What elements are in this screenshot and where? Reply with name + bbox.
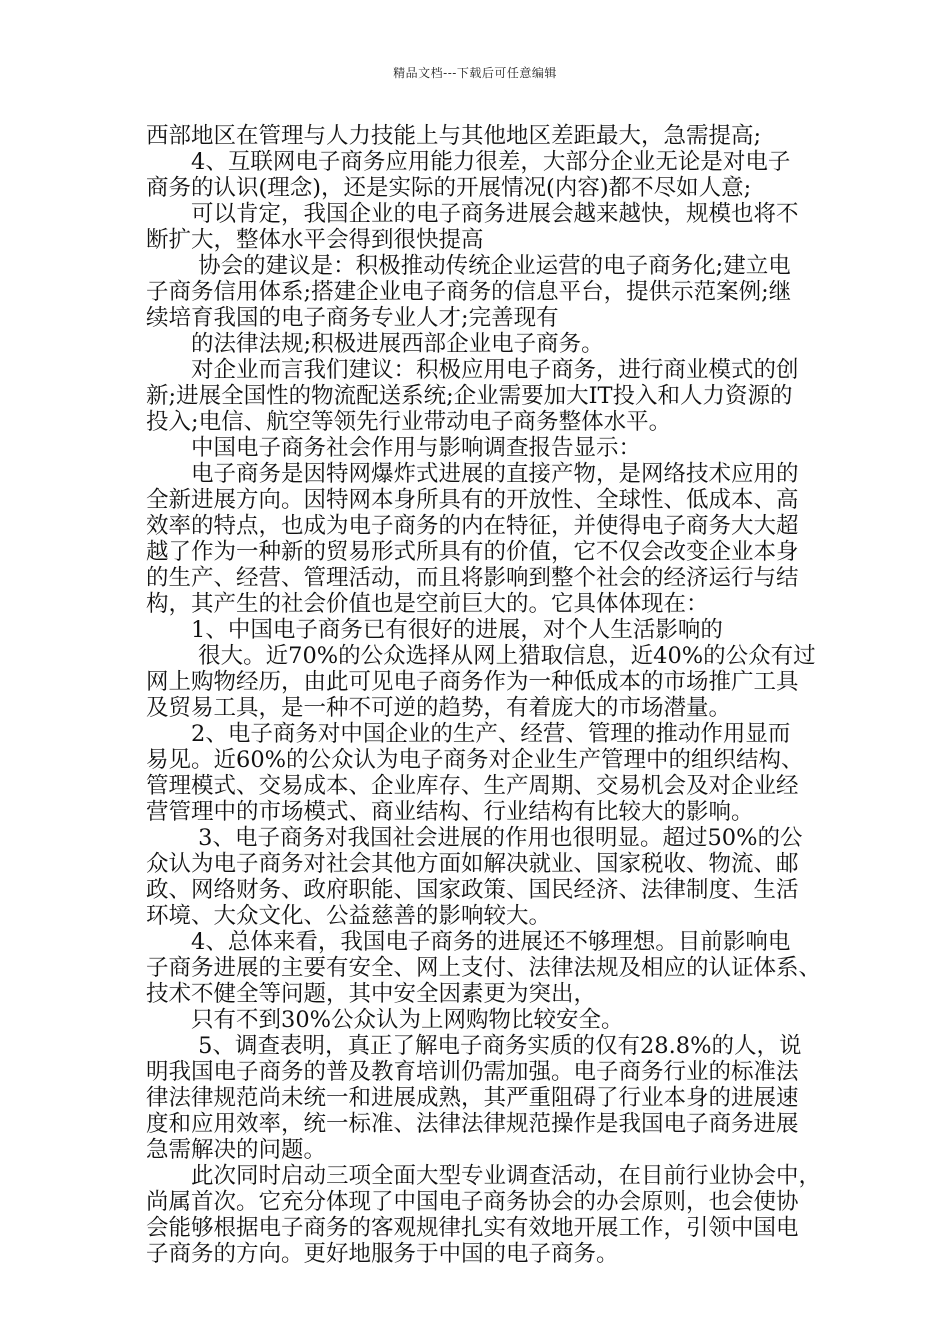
- body-text-line: 新;进展全国性的物流配送系统;企业需要加大IT投入和人力资源的: [146, 383, 793, 409]
- body-text-line: 只有不到30%公众认为上网购物比较安全。: [146, 1007, 624, 1033]
- body-text-line: 中国电子商务社会作用与影响调查报告显示：: [146, 435, 642, 461]
- document-body: [146, 123, 824, 1267]
- body-text-line: 子商务进展的主要有安全、网上支付、法律法规及相应的认证体系、: [146, 955, 822, 981]
- body-text-line: 明我国电子商务的普及教育培训仍需加强。电子商务行业的标准法: [146, 1059, 799, 1085]
- body-text-line: 全新进展方向。因特网本身所具有的开放性、全球性、低成本、高: [146, 487, 799, 513]
- body-text-line: 很大。近70%的公众选择从网上猎取信息，近40%的公众有过: [146, 643, 816, 669]
- body-text-line: 5、调查表明，真正了解电子商务实质的仅有28.8%的人，说: [146, 1033, 802, 1059]
- body-text-line: 律法律规范尚未统一和进展成熟，其严重阻碍了行业本身的进展速: [146, 1085, 799, 1111]
- body-text-line: 投入;电信、航空等领先行业带动电子商务整体水平。: [146, 409, 672, 435]
- body-text-line: 1、中国电子商务已有很好的进展，对个人生活影响的: [146, 617, 723, 643]
- body-text-line: 4、总体来看，我国电子商务的进展还不够理想。目前影响电: [146, 929, 791, 955]
- body-text-line: 断扩大，整体水平会得到很快提高: [146, 227, 484, 253]
- body-text-line: 电子商务是因特网爆炸式进展的直接产物，是网络技术应用的: [146, 461, 799, 487]
- body-text-line: 政、网络财务、政府职能、国家政策、国民经济、法律制度、生活: [146, 877, 799, 903]
- body-text-line: 度和应用效率，统一标准、法律法律规范操作是我国电子商务进展: [146, 1111, 799, 1137]
- body-text-line: 子商务的方向。更好地服务于中国的电子商务。: [146, 1241, 619, 1267]
- body-text-line: 4、互联网电子商务应用能力很差，大部分企业无论是对电子: [146, 149, 791, 175]
- body-text-line: 越了作为一种新的贸易形式所具有的价值，它不仅会改变企业本身: [146, 539, 799, 565]
- body-text-line: 西部地区在管理与人力技能上与其他地区差距最大，急需提高;: [146, 123, 762, 149]
- page-header: 精品文档---下载后可任意编辑: [393, 66, 557, 80]
- body-text-line: 网上购物经历，由此可见电子商务作为一种低成本的市场推广工具: [146, 669, 799, 695]
- body-text-line: 环境、大众文化、公益慈善的影响较大。: [146, 903, 552, 929]
- body-text-line: 协会的建议是：积极推动传统企业运营的电子商务化;建立电: [146, 253, 791, 279]
- body-text-line: 此次同时启动三项全面大型专业调查活动，在目前行业协会中，: [146, 1163, 822, 1189]
- body-text-line: 及贸易工具，是一种不可逆的趋势，有着庞大的市场潜量。: [146, 695, 732, 721]
- body-text-line: 效率的特点，也成为电子商务的内在特征，并使得电子商务大大超: [146, 513, 799, 539]
- body-text-line: 营管理中的市场模式、商业结构、行业结构有比较大的影响。: [146, 799, 754, 825]
- body-text-line: 尚属首次。它充分体现了中国电子商务协会的办会原则，也会使协: [146, 1189, 799, 1215]
- body-text-line: 易见。近60%的公众认为电子商务对企业生产管理中的组织结构、: [146, 747, 804, 773]
- body-text-line: 子商务信用体系;搭建企业电子商务的信息平台，提供示范案例;继: [146, 279, 792, 305]
- body-text-line: 管理模式、交易成本、企业库存、生产周期、交易机会及对企业经: [146, 773, 799, 799]
- body-text-line: 对企业而言我们建议：积极应用电子商务，进行商业模式的创: [146, 357, 799, 383]
- body-text-line: 会能够根据电子商务的客观规律扎实有效地开展工作，引领中国电: [146, 1215, 799, 1241]
- body-text-line: 可以肯定，我国企业的电子商务进展会越来越快，规模也将不: [146, 201, 799, 227]
- body-text-line: 急需解决的问题。: [146, 1137, 327, 1163]
- body-text-line: 的生产、经营、管理活动，而且将影响到整个社会的经济运行与结: [146, 565, 799, 591]
- body-text-line: 商务的认识(理念)，还是实际的开展情况(内容)都不尽如人意;: [146, 175, 752, 201]
- body-text-line: 构，其产生的社会价值也是空前巨大的。它具体体现在：: [146, 591, 709, 617]
- body-text-line: 3、电子商务对我国社会进展的作用也很明显。超过50%的公: [146, 825, 803, 851]
- body-text-line: 续培育我国的电子商务专业人才;完善现有: [146, 305, 559, 331]
- body-text-line: 众认为电子商务对社会其他方面如解决就业、国家税收、物流、邮: [146, 851, 799, 877]
- body-text-line: 技术不健全等问题，其中安全因素更为突出，: [146, 981, 597, 1007]
- body-text-line: 2、电子商务对中国企业的生产、经营、管理的推动作用显而: [146, 721, 791, 747]
- body-text-line: 的法律法规;积极进展西部企业电子商务。: [146, 331, 604, 357]
